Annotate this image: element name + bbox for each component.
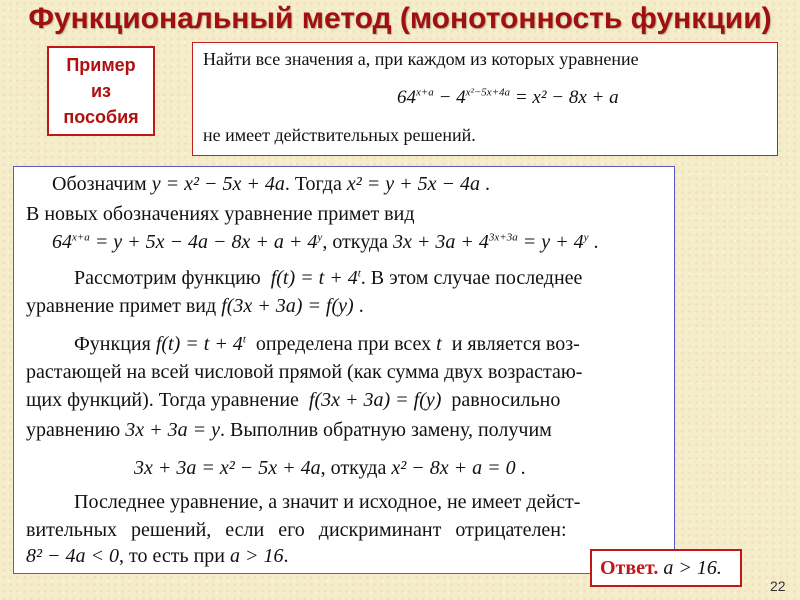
solution-line-6: Функция $f(t) = t + 4^t$ определена при всех t и является воз- (74, 333, 580, 355)
solution-line-4: Рассмотрим функцию $f(t) = t + 4^t$. В этом случае последнее (74, 267, 583, 289)
solution-line-13: 8² − 4a < 0, то есть при a > 16. (26, 545, 289, 567)
solution-line-1: Обозначим y = x² − 5x + 4a. Тогда x² = y + 5x − 4a . (52, 173, 490, 195)
solution-line-9: уравнению 3x + 3a = y. Выполнив обратную замену, получим (26, 419, 552, 441)
slide-title: Функциональный метод (монотонность функции) (28, 2, 772, 35)
solution-line-2: В новых обозначениях уравнение примет вид (26, 203, 415, 225)
answer-label: Ответ. (600, 557, 659, 579)
solution-line-12: вительных решений, если его дискриминант отрицателен: (26, 519, 567, 541)
solution-line-5: уравнение примет вид f(3x + 3a) = f(y) . (26, 295, 364, 317)
task-box (192, 42, 778, 156)
label-line2: из (90, 81, 111, 101)
solution-box (13, 166, 675, 574)
solution-line-10: 3x + 3a = x² − 5x + 4a, откуда x² − 8x + a = 0 . (134, 457, 526, 479)
task-line1: Найти все значения a, при каждом из которых уравнение (203, 49, 639, 69)
answer-box (590, 549, 742, 587)
label-line3: пособия (63, 107, 139, 127)
answer-value: a > 16. (663, 557, 722, 579)
page-number: 22 (770, 578, 786, 594)
label-line1: Пример (66, 55, 136, 75)
solution-line-11: Последнее уравнение, а значит и исходное, не имеет дейст- (74, 491, 581, 513)
task-line3: не имеет действительных решений. (203, 125, 476, 145)
solution-line-7: растающей на всей числовой прямой (как сумма двух возрастаю- (26, 361, 583, 383)
solution-line-8: щих функций). Тогда уравнение f(3x + 3a) = f(y) равносильно (26, 389, 561, 411)
solution-line-3: $64^{x+a} = y + 5x - 4a - 8x + a + 4^y$, откуда $3x + 3a + 4^{3x+3a} = y + 4^y$ . (52, 231, 599, 253)
task-equation: $64^{x+a} - 4^{x^2-5x+4a} = x^2 - 8x + a$ (397, 86, 619, 108)
example-label-box (47, 46, 155, 136)
